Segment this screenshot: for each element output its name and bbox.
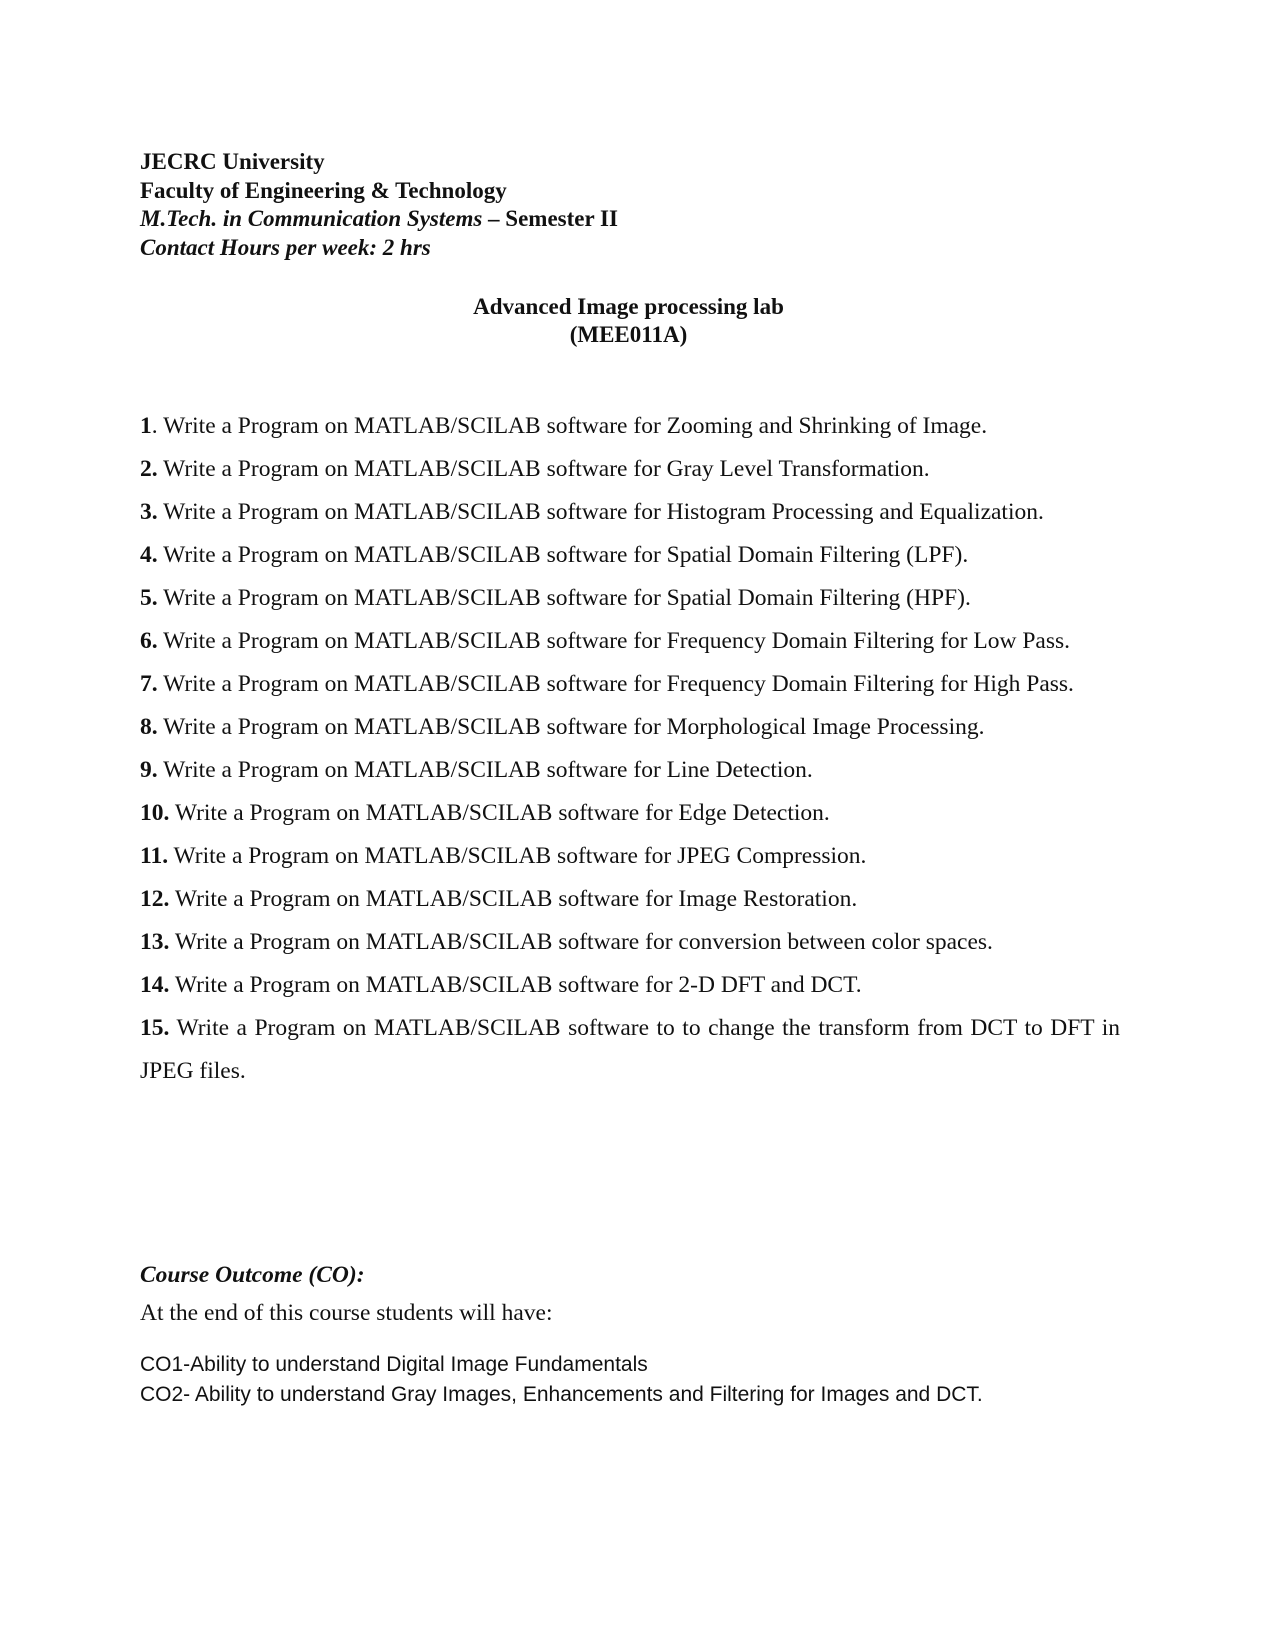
experiment-text: Write a Program on MATLAB/SCILAB software to to change the transform from DCT to DFT in JPEG files. [140, 1015, 1121, 1084]
experiment-item [140, 964, 1120, 1007]
experiment-item [140, 792, 1120, 835]
experiment-item [140, 491, 1120, 534]
experiment-text: Write a Program on MATLAB/SCILAB software for Histogram Processing and Equalization. [163, 499, 1044, 525]
course-outcome-item: CO2- Ability to understand Gray Images, Enhancements and Filtering for Images and DCT. [140, 1383, 983, 1406]
lab-title-block [0, 293, 1257, 349]
experiment-number: 7. [140, 671, 158, 697]
experiment-item [140, 663, 1120, 706]
experiment-item [140, 921, 1120, 964]
experiment-text: Write a Program on MATLAB/SCILAB software for Image Restoration. [174, 886, 858, 912]
experiment-text: Write a Program on MATLAB/SCILAB software for Spatial Domain Filtering (LPF). [163, 542, 969, 568]
experiment-text: Write a Program on MATLAB/SCILAB software for Spatial Domain Filtering (HPF). [163, 585, 971, 611]
experiment-item [140, 534, 1120, 577]
experiment-item [140, 448, 1120, 491]
experiment-number: 3. [140, 499, 158, 525]
university-name: JECRC University [140, 149, 325, 174]
experiment-text: Write a Program on MATLAB/SCILAB software for Line Detection. [163, 757, 813, 783]
experiment-item [140, 749, 1120, 792]
experiment-text: Write a Program on MATLAB/SCILAB software for Edge Detection. [174, 800, 830, 826]
experiment-text: Write a Program on MATLAB/SCILAB software for JPEG Compression. [173, 843, 867, 869]
course-header [140, 148, 618, 262]
experiment-number: 9. [140, 757, 158, 783]
experiment-item [140, 620, 1120, 663]
experiment-number: 5. [140, 585, 158, 611]
experiment-text: Write a Program on MATLAB/SCILAB software for conversion between color spaces. [174, 929, 993, 955]
contact-hours: Contact Hours per week: 2 hrs [140, 234, 431, 260]
experiment-number: 13. [140, 929, 170, 955]
experiment-number: 12. [140, 886, 170, 912]
course-outcome-item: CO1-Ability to understand Digital Image Fundamentals [140, 1353, 648, 1376]
experiment-number: 15. [140, 1015, 170, 1041]
program-separator: – [482, 206, 506, 231]
experiment-text: Write a Program on MATLAB/SCILAB software for Zooming and Shrinking of Image. [163, 413, 988, 439]
experiment-text: Write a Program on MATLAB/SCILAB software for Frequency Domain Filtering for Low Pass. [163, 628, 1070, 654]
program-line [140, 205, 618, 234]
lab-title: Advanced Image processing lab [473, 294, 784, 319]
experiment-number: 14. [140, 972, 170, 998]
faculty-name: Faculty of Engineering & Technology [140, 177, 507, 203]
program-name: M.Tech. in Communication Systems [140, 206, 483, 231]
experiment-number: 4. [140, 542, 158, 568]
lab-code: (MEE011A) [569, 322, 688, 347]
experiment-item [140, 706, 1120, 749]
experiment-item [140, 878, 1120, 921]
course-outcome-list [140, 1350, 1020, 1410]
experiment-number: 10. [140, 800, 170, 826]
experiment-number: 1 [140, 413, 152, 439]
experiment-item [140, 835, 1120, 878]
experiment-item [140, 577, 1120, 620]
semester-label: Semester II [505, 206, 618, 231]
experiment-text: Write a Program on MATLAB/SCILAB software for Morphological Image Processing. [163, 714, 985, 740]
experiment-number: 8. [140, 714, 158, 740]
experiment-list [140, 405, 1120, 1093]
experiment-text: Write a Program on MATLAB/SCILAB software for Frequency Domain Filtering for High Pass. [163, 671, 1074, 697]
course-outcome-heading: Course Outcome (CO): [140, 1262, 365, 1288]
experiment-text: Write a Program on MATLAB/SCILAB software for 2-D DFT and DCT. [174, 972, 862, 998]
experiment-number: 2. [140, 456, 158, 482]
experiment-item [140, 1007, 1120, 1093]
experiment-item: 1. Write a Program on MATLAB/SCILAB software for Zooming and Shrinking of Image. [140, 413, 988, 439]
experiment-number: 6. [140, 628, 158, 654]
experiment-number: 11. [140, 843, 169, 869]
experiment-text: Write a Program on MATLAB/SCILAB software for Gray Level Transformation. [163, 456, 930, 482]
course-outcome-intro: At the end of this course students will have: [140, 1300, 553, 1326]
